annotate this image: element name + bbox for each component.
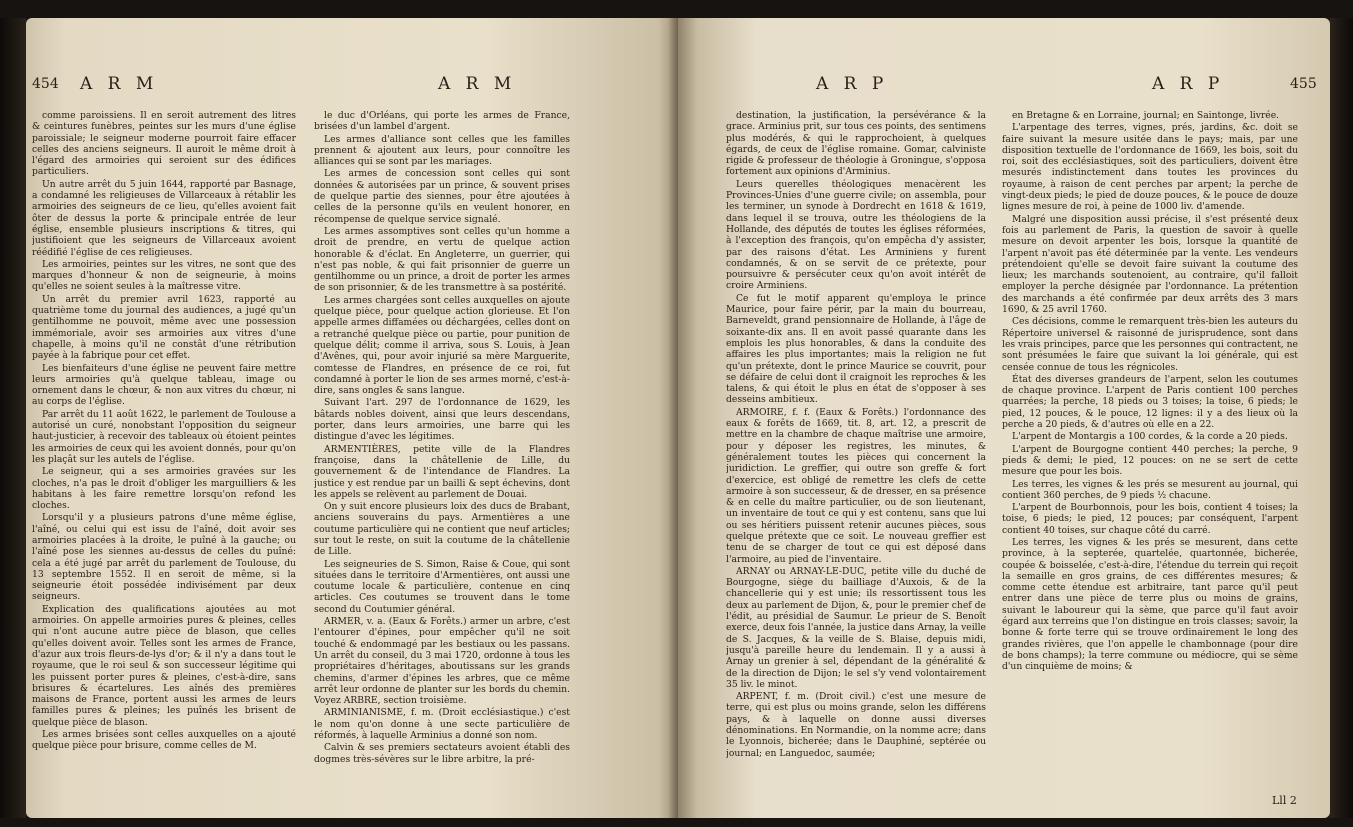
paragraph: ARPENT, f. m. (Droit civil.) c'est une mesure de terre, qui est plus ou moins grande, selon les différens pays, & à laquelle on donne aussi diverses dénominations. En Normandie, on la nomme acre; dans le Lyonnois, bicherée; dans le Dauphiné, septérée ou journal; en Languedoc, saumée; [726,691,986,759]
paragraph: L'arpentage des terres, vignes, prés, jardins, &c. doit se faire suivant la mesure usitée dans le pays; mais, par une disposition textuelle de l'ordonnance de 1669, les bois, soit du roi, soit des ecclésiastiques, soit des particuliers, doivent être mesurés indistinctement dans toutes les provinces du royaume, à raison de cent perches par arpent; la perche de vingt-deux pieds; le pied de douze pouces, & le pouce de douze lignes mesure de roi, à peine de 1000 liv. d'amende. [1002,122,1298,213]
signature-mark: Lll 2 [1272,794,1297,807]
paragraph: Un arrêt du premier avril 1623, rapporté au quatrième tome du journal des audiences, a jugé qu'un gentilhomme ne pouvoit, même avec une possession immémoriale, avoir ses armoiries aux vitres d'une chapelle, à moins qu'il ne constât d'une rétribution payée à la fabrique pour cet effet. [32,293,296,362]
paragraph: Les armes assomptives sont celles qu'un homme a droit de prendre, en vertu de quelque action honorable & d'éclat. En Angleterre, un guerrier, qui n'est pas noble, & qui fait prisonnier de guerre un gentilhomme ou un prince, a droit de porter les armes de son prisonnier, & de les transmettre à sa postérité. [314,225,570,294]
left-page-number: 454 [32,76,59,92]
paragraph: L'arpent de Bourgogne contient 440 perches; la perche, 9 pieds & demi; le pied, 12 pouces: on ne se sert de cette mesure que pour les bois. [1002,443,1298,478]
paragraph: On y suit encore plusieurs loix des ducs de Brabant, anciens souverains du pays. Armentières a une coutume particulière qui ne contient que neuf articles; sur tout le reste, on suit la coutume de la châtellenie de Lille. [314,501,570,558]
paragraph: Les armes de concession sont celles qui sont données & autorisées par un prince, & souvent prises de quelque partie des siennes, pour être ajoutées à celles de la personne qu'ils en veulent honorer, en récompense de quelque service signalé. [314,168,570,225]
left-page [26,18,678,818]
paragraph: Les terres, les vignes & les prés se mesurent au journal, qui contient 360 perches, de 9 pieds ½ chacune. [1002,478,1298,501]
paragraph: Le seigneur, qui a ses armoiries gravées sur les cloches, n'a pas le droit d'obliger les marguilliers & les habitans à les faire remettre lorsqu'on refond les cloches. [32,466,296,512]
paragraph: en Bretagne & en Lorraine, journal; en Saintonge, livrée. [1012,110,1280,121]
left-running-head-1: A R M [80,74,159,94]
paragraph: Les armes d'alliance sont celles que les familles prennent & ajoutent aux leurs, pour connoître les alliances qui se sont par les mariages. [314,133,570,168]
paragraph: comme paroissiens. Il en seroit autrement des litres & ceintures funèbres, peintes sur les murs d'une église paroissiale; le seigneur moderne pourroit faire effacer celles des anciens seigneurs. Il auroit le même droit à l'égard des armoiries qui seroient sur des édifices particuliers. [32,110,296,178]
paragraph: ARMENTIÈRES, petite ville de la Flandres françoise, dans la châtellenie de Lille, du gouvernement & de l'intendance de Flandres. La justice y est rendue par un bailli & sept échevins, dont les appels se relèvent au parlement de Douai. [314,443,570,500]
paragraph: Ce fut le motif apparent qu'employa le prince Maurice, pour faire périr, par la main du bourreau, Barneveldt, grand pensionnaire de Hollande, à l'âge de soixante-dix ans. Il en avoit passé quarante dans les emplois les plus honorables, & dans la conduite des affaires les plus importantes; mais la religion ne fut qu'un prétexte, dont le prince Maurice se couvrit, pour se défaire de celui dont il craignoit les reproches & les talens, & qui étoit le plus en état de s'opposer à ses desseins ambitieux. [726,292,986,406]
left-running-head-2: A R M [438,74,517,94]
paragraph: Suivant l'art. 297 de l'ordonnance de 1629, les bâtards nobles doivent, ainsi que leurs descendans, porter, dans leurs armoiries, une barre qui les distingue d'avec les légitimes. [314,397,570,443]
paragraph: Lorsqu'il y a plusieurs patrons d'une même église, l'aîné, ou celui qui est issu de l'aîné, doit avoir ses armoiries placées à la droite, le puîné à la gauche; ou l'aîné pose les siennes au-dessus de celles du puîné: cela a été jugé par arrêt du parlement de Toulouse, du 13 septembre 1552. Il en seroit de même, si la seigneurie étoit possédée indivisément par deux seigneurs. [32,512,296,603]
left-page-column-2 [314,110,570,810]
paragraph: Les armoiries, peintes sur les vitres, ne sont que des marques d'honneur & non de seigneurie, à moins qu'elles ne soient seules à la maîtresse vitre. [32,258,296,293]
paragraph: L'arpent de Montargis a 100 cordes, & la corde a 20 pieds. [1012,431,1288,443]
right-page-column-1 [726,110,986,810]
paragraph: Les seigneuries de S. Simon, Raise & Coue, qui sont situées dans le territoire d'Armentières, ont aussi une coutume locale & particulière, contenue en cinq articles. Ces coutumes se trouvent dans le tome second du Coutumier général. [314,558,570,615]
paragraph: Malgré une disposition aussi précise, il s'est présenté deux fois au parlement de Paris, la question de savoir à quelle mesure on devoit arpenter les bois, lorsque la quantité de l'arpent n'avoit pas été déterminée par la vente. Les vendeurs prétendoient qu'elle se devoit faire suivant la coutume des lieux; les marchands soutenoient, au contraire, qu'il falloit employer la perche désignée par l'ordonnance. La prétention des marchands a été confirmée par deux arrêts des 3 mars 1690, & 25 avril 1760. [1002,213,1298,316]
paragraph: le duc d'Orléans, qui porte les armes de France, brisées d'un lambel d'argent. [314,110,570,133]
left-book-edge [0,18,26,818]
paragraph: ARMER, v. a. (Eaux & Forêts.) armer un arbre, c'est l'entourer d'épines, pour empêcher qu'il ne soit touché & endommagé par les bestiaux ou les passans. Un arrêt du conseil, du 3 mai 1720, ordonne à tous les propriétaires d'héritages, aboutissans sur les grands chemins, d'armer d'épines les arbres, que ce même arrêt leur ordonne de planter sur les bords du chemin. Voyez ARBRE, section troisième. [314,616,570,707]
paragraph: État des diverses grandeurs de l'arpent, selon les coutumes de chaque province. L'arpent de Paris contient 100 perches quarrées; la perche, 18 pieds ou 3 toises; la toise, 6 pieds; le pied, 12 pouces, & le pouce, 12 lignes: il y a des lieux où la perche a 20 pieds, & d'autres où elle en a 22. [1002,373,1298,431]
paragraph: ARMINIANISME, f. m. (Droit ecclésiastique.) c'est le nom qu'on donne à une secte particulière de réformés, à laquelle Arminius a donné son nom. [314,707,570,742]
paragraph: ARMOIRE, f. f. (Eaux & Forêts.) l'ordonnance des eaux & forêts de 1669, tit. 8, art. 12, a prescrit de mettre en la chambre de chaque maîtrise une armoire, pour y déposer les registres, les minutes, & généralement toutes les pièces qui concernent la juridiction. Le greffier, qui outre son greffe & fort d'exercice, est obligé de remettre les clefs de cette armoire à son successeur, & de dresser, en sa présence & en celle du maître particulier, ou de son lieutenant, un inventaire de tout ce qui y est contenu, sans que lui ou ses héritiers puissent retenir aucunes pièces, sous quelque prétexte que ce soit. Le nouveau greffier est tenu de se charger de tout ce qui est déposé dans l'armoire, au pied de l'inventaire. [726,406,986,565]
paragraph: ARNAY ou ARNAY-LE-DUC, petite ville du duché de Bourgogne, siège du bailliage d'Auxois, & de la chancellerie qui y est unie; ils ressortissent tous les deux au parlement de Dijon, &, pour le premier chef de l'édit, au présidial de Saumur. Le prieur de S. Benoît exerce, deux fois l'année, la justice dans Arnay, la veille de S. Jacques, & la veille de S. Blaise, depuis midi, jusqu'à pareille heure du lendemain. Il y a aussi à Arnay un grenier à sel, dépendant de la généralité & de la direction de Dijon; le sel s'y vend volontairement 35 liv. le minot. [726,565,986,690]
right-running-head-2: A R P [1152,74,1225,94]
paragraph: Les bienfaiteurs d'une église ne peuvent faire mettre leurs armoiries qu'à quelque tableau, image ou ornement dans le chœur, & non aux vitres du chœur, ni au corps de l'église. [32,362,296,408]
paragraph: Par arrêt du 11 août 1622, le parlement de Toulouse a autorisé un curé, nonobstant l'opposition du seigneur haut-justicier, à recevoir des tableaux où étoient peintes les armoiries de ceux qui les avoient donnés, pour qu'on les plaçât sur les autels de l'église. [32,408,296,465]
right-page [678,18,1330,818]
paragraph: Ces décisions, comme le remarquent très-bien les auteurs du Répertoire universel & raisonné de jurisprudence, sont dans les vrais principes, parce que les personnes qui contractent, ne sont présumées le faire que suivant la loi générale, qui est censée connue de tous les régnicoles. [1002,316,1298,373]
paragraph: Explication des qualifications ajoutées au mot armoiries. On appelle armoiries pures & pleines, celles qui n'ont aucune autre pièce de blason, que celles qu'elles doivent avoir. Telles sont les armes de France, d'azur aux trois fleurs-de-lys d'or; & il n'y a dans tout le royaume, que le roi seul & son successeur légitime qui les puissent porter pures & pleines, c'est-à-dire, sans brisures & écartelures. Les aînés des premières maisons de France, portent aussi les armes de leurs familles pures & pleines; les puînés les brisent de quelque pièce de blason. [32,603,296,728]
right-page-column-2 [1002,110,1298,788]
paragraph: Les terres, les vignes & les prés se mesurent, dans cette province, à la septerée, quartelée, quartonnée, bicherée, coupée & boisselée, c'est-à-dire, l'étendue du terrein qui reçoit la semaille en gros grains, de ces différentes mesures; & comme cette étendue est arbitraire, tant parce qu'il peut entrer dans une pièce de terre plus ou moins de grains, suivant le laboureur qui la sème, que parce qu'il faut avoir égard aux terreins que l'on distingue en trois classes; savoir, la bonne & forte terre qui se trouve ordinairement le long des grandes rivières, que l'on appelle le chambonnage (pour dire de bons champs); la terre commune ou médiocre, qui se sème d'un cinquième de moins; & [1002,536,1298,673]
right-page-number: 455 [1290,76,1317,92]
paragraph: Les armes chargées sont celles auxquelles on ajoute quelque pièce, pour quelque action glorieuse. Et l'on appelle armes diffamées ou déchargées, celles dont on a retranché quelque pièce ou partie, pour punition de quelque délit; comme il arriva, sous S. Louis, à Jean d'Avênes, qui, pour avoir injurié sa mère Marguerite, comtesse de Flandres, en présence de ce roi, fut condamné à porter le lion de ses armes morné, c'est-à-dire, sans ongles & sans langue. [314,294,570,397]
paragraph: Les armes brisées sont celles auxquelles on a ajouté quelque pièce pour brisure, comme celles de M. [32,729,296,752]
paragraph: Un autre arrêt du 5 juin 1644, rapporté par Basnage, a condamné les religieuses de Villarceaux à rétablir les armoiries des seigneurs de ce lieu, qu'elles avoient fait ôter de dessus la porte & principale entrée de leur église, ensemble plusieurs inscriptions & titres, qui justifioient que les seigneurs de Villarceaux avoient réédifié l'église de ces religieuses. [32,178,296,258]
right-running-head-1: A R P [816,74,889,94]
paragraph: Leurs querelles théologiques menacèrent les Provinces-Unies d'une guerre civile; on assembla, pour les terminer, un synode à Dordrecht en 1618 & 1619, dans lequel il se trouva, outre les théologiens de la Hollande, des députés de toutes les églises réformées, à l'exception des françois, qu'on empêcha d'y assister, par des raisons d'état. Les Arminiens y furent condamnés, & on se servit de ce prétexte, pour poursuivre & persécuter ceux qu'on avoit intérêt de croire Arminiens. [726,178,986,292]
left-page-column-1 [32,110,296,810]
paragraph: L'arpent de Bourbonnois, pour les bois, contient 4 toises; la toise, 6 pieds; le pied, 12 pouces; par conséquent, l'arpent contient 40 toises, sur chaque côté du carré. [1002,502,1298,536]
paragraph: Calvin & ses premiers sectateurs avoient établi des dogmes très-sévères sur le libre arbitre, la pré- [314,742,570,765]
right-book-edge [1330,18,1353,818]
paragraph: destination, la justification, la persévérance & la grace. Arminius prit, sur tous ces points, des sentimens plus modérés, & qui le rapprochoient, à quelques égards, de ceux de l'église romaine. Gomar, calviniste rigide & professeur de théologie à Groningue, s'opposa fortement aux opinions d'Arminius. [726,110,986,178]
